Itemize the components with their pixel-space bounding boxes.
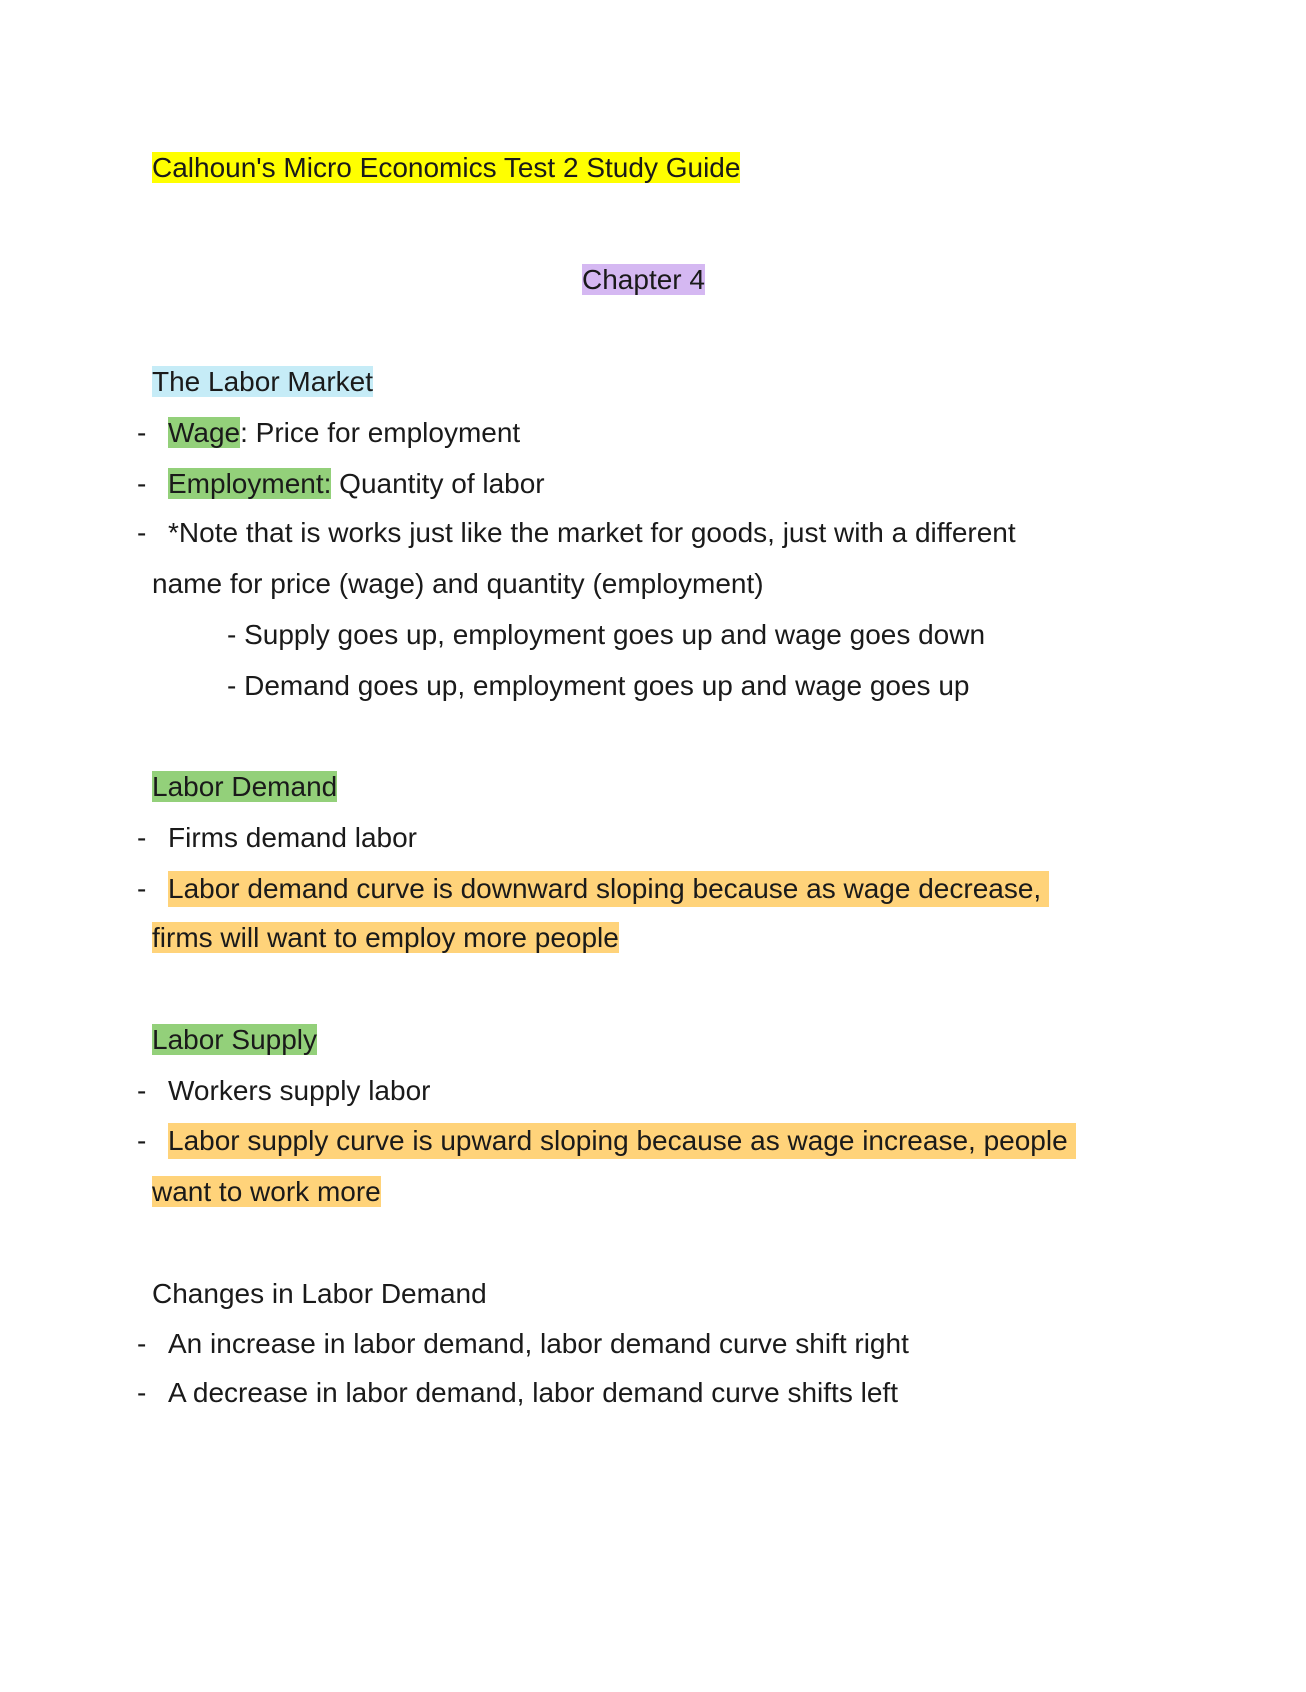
wage-term: Wage: [168, 417, 241, 448]
section-heading-labor-supply: [152, 1022, 317, 1058]
list-item-supply-curve: [137, 1123, 1068, 1159]
section-heading-labor-market: [152, 364, 373, 400]
demand-curve-line-2-wrap: [152, 920, 619, 956]
labor-market-heading-text: The Labor Market: [152, 366, 373, 397]
supply-curve-line-2-wrap: [152, 1174, 381, 1210]
section-heading-labor-demand: [152, 769, 337, 805]
bullet-dash: -: [137, 417, 147, 448]
wage-definition: : Price for employment: [240, 417, 521, 448]
list-item-wage: [137, 415, 521, 451]
list-item-workers-supply: [137, 1073, 431, 1109]
employment-definition: Quantity of labor: [331, 468, 545, 499]
workers-supply-text: Workers supply labor: [168, 1075, 431, 1106]
chapter-text: Chapter 4: [582, 264, 705, 295]
supply-curve-line-2: want to work more: [152, 1176, 381, 1207]
document-title: [152, 150, 740, 186]
note-line-2: name for price (wage) and quantity (employment): [152, 568, 764, 599]
bullet-dash: -: [137, 873, 147, 904]
bullet-dash: -: [137, 1377, 147, 1408]
demand-curve-line-2: firms will want to employ more people: [152, 922, 619, 953]
sub-item-demand: - Demand goes up, employment goes up and wage goes up: [227, 670, 970, 701]
labor-demand-heading-text: Labor Demand: [152, 771, 338, 802]
list-item-firms-demand: [137, 820, 417, 856]
bullet-dash: -: [137, 822, 147, 853]
labor-supply-heading-text: Labor Supply: [152, 1024, 318, 1055]
chapter-heading: [582, 262, 705, 298]
firms-demand-text: Firms demand labor: [168, 822, 417, 853]
bullet-dash: -: [137, 1328, 147, 1359]
increase-demand-text: An increase in labor demand, labor demand curve shift right: [168, 1328, 909, 1359]
bullet-dash: -: [137, 1075, 147, 1106]
section-heading-changes-labor-demand: Changes in Labor Demand: [152, 1278, 487, 1309]
list-item-increase-demand: [137, 1326, 909, 1362]
list-item-decrease-demand: [137, 1375, 898, 1411]
supply-curve-line-1: Labor supply curve is upward sloping because as wage increase, people: [168, 1123, 1076, 1159]
title-text: Calhoun's Micro Economics Test 2 Study Guide: [152, 152, 741, 183]
decrease-demand-text: A decrease in labor demand, labor demand curve shifts left: [168, 1377, 898, 1408]
list-item-employment: [137, 466, 545, 502]
list-item-note: [137, 515, 1016, 551]
bullet-dash: -: [137, 1125, 147, 1156]
list-item-demand-curve: [137, 871, 1042, 907]
employment-term: Employment:: [168, 468, 332, 499]
bullet-dash: -: [137, 517, 147, 548]
note-line-1: *Note that is works just like the market for goods, just with a different: [168, 517, 1016, 548]
demand-curve-line-1: Labor demand curve is downward sloping because as wage decrease,: [168, 871, 1049, 907]
bullet-dash: -: [137, 468, 147, 499]
sub-item-supply: - Supply goes up, employment goes up and wage goes down: [227, 619, 986, 650]
